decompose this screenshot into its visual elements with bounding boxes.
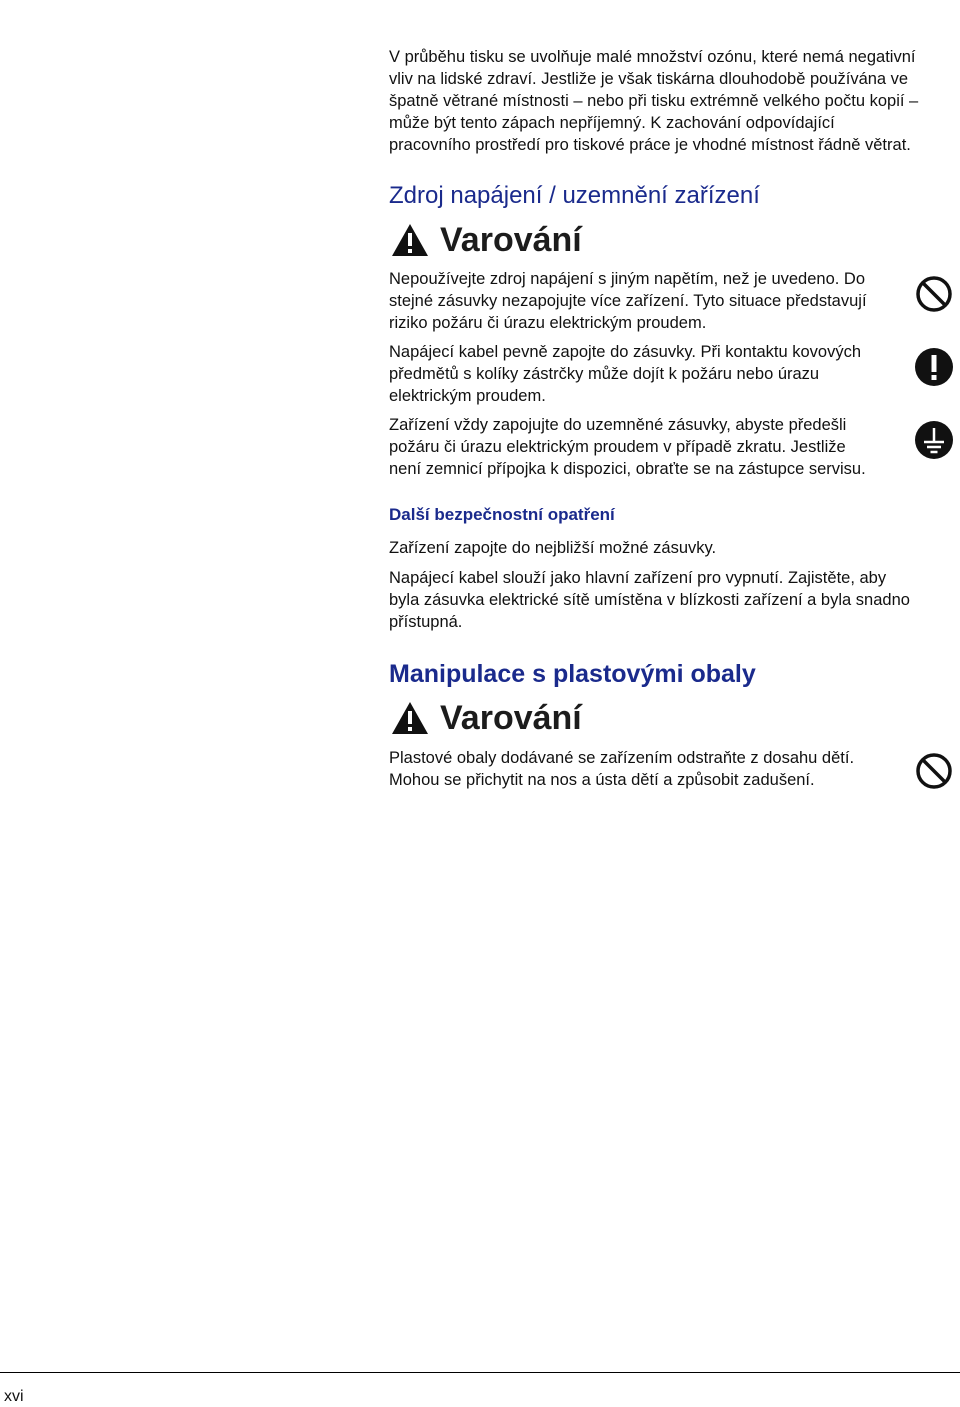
other-paragraph-1: [389, 537, 716, 559]
text-line: elektrickým proudem.: [389, 387, 546, 405]
text-line: není zemnicí přípojka k dispozici, obraťte se na zástupce servisu.: [389, 460, 866, 478]
text-line: Mohou se přichytit na nos a ústa dětí a způsobit zadušení.: [389, 771, 815, 789]
text-line: byla zásuvka elektrické sítě umístěna v blízkosti zařízení a byla snadno: [389, 591, 910, 609]
section-heading-plastic: Manipulace s plastovými obaly: [389, 660, 756, 688]
text-line: předmětů s kolíky zástrčky může dojít k požáru nebo úrazu: [389, 365, 820, 383]
text-line: Napájecí kabel pevně zapojte do zásuvky. Při kontaktu kovových: [389, 343, 862, 361]
power-paragraph-3: [389, 414, 866, 480]
text-line: Nepoužívejte zdroj napájení s jiným napětím, než je uvedeno. Do: [389, 270, 866, 288]
mandatory-exclamation-icon: [914, 347, 954, 387]
text-line: Plastové obaly dodávané se zařízením odstraňte z dosahu dětí.: [389, 749, 855, 767]
intro-line: špatně větrané místnosti – nebo při tisku extrémně velkého počtu kopií –: [389, 92, 919, 110]
text-line: stejné zásuvky nezapojujte více zařízení. Tyto situace představují: [389, 292, 867, 310]
text-line: Zařízení vždy zapojujte do uzemněné zásuvky, abyste předešli: [389, 416, 847, 434]
footer-rule: [0, 1372, 960, 1373]
ground-icon: [914, 420, 954, 460]
intro-line: pracovního prostředí pro tiskové práce je vhodné místnost řádně větrat.: [389, 136, 911, 154]
warning-triangle-icon: [390, 700, 430, 736]
warning-header: [390, 698, 582, 738]
page-number: xvi: [4, 1388, 24, 1405]
warning-header: [390, 220, 582, 260]
warning-label: Varování: [440, 221, 582, 259]
section-heading-power: Zdroj napájení / uzemnění zařízení: [389, 182, 760, 209]
warning-triangle-icon: [390, 222, 430, 258]
intro-line: V průběhu tisku se uvolňuje malé množství ozónu, které nemá negativní: [389, 48, 916, 66]
text-line: požáru či úrazu elektrickým proudem v případě zkratu. Jestliže: [389, 438, 846, 456]
text-line: přístupná.: [389, 613, 463, 631]
intro-paragraph: [389, 46, 918, 156]
power-paragraph-2: [389, 341, 861, 407]
intro-line: může být tento zápach nepříjemný. K zachování odpovídající: [389, 114, 835, 132]
intro-line: vliv na lidské zdraví. Jestliže je však tiskárna dlouhodobě používána ve: [389, 70, 909, 88]
text-line: Zařízení zapojte do nejbližší možné zásuvky.: [389, 539, 717, 557]
prohibition-icon: [914, 274, 954, 314]
warning-label: Varování: [440, 699, 582, 737]
section-heading-other: Další bezpečnostní opatření: [389, 505, 615, 524]
text-line: riziko požáru či úrazu elektrickým proudem.: [389, 314, 707, 332]
plastic-paragraph-1: [389, 747, 854, 791]
text-line: Napájecí kabel slouží jako hlavní zařízení pro vypnutí. Zajistěte, aby: [389, 569, 887, 587]
prohibition-icon: [914, 751, 954, 791]
other-paragraph-2: [389, 567, 910, 633]
power-paragraph-1: [389, 268, 867, 334]
